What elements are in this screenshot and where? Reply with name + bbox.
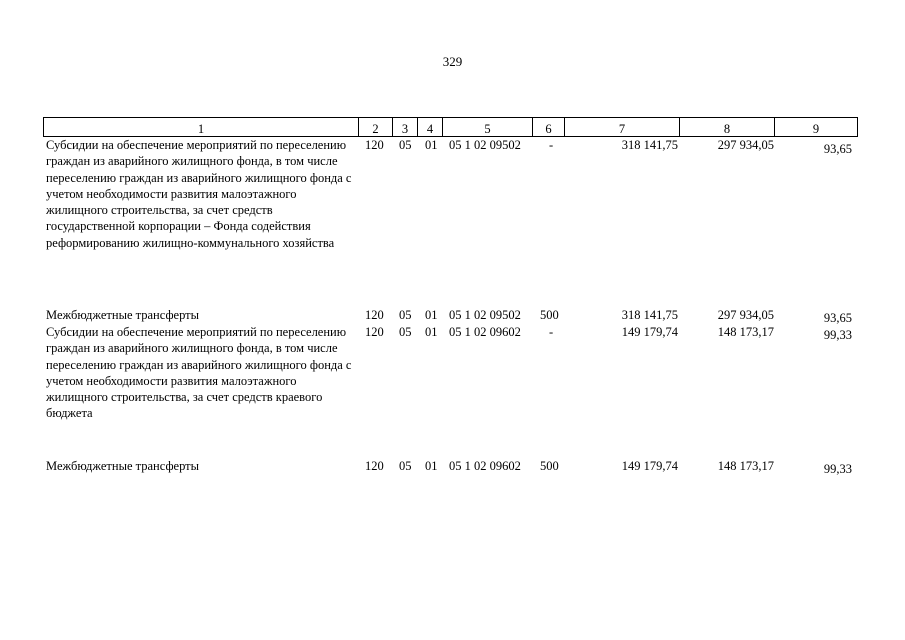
cell-target-item: 05 1 02 09502 bbox=[449, 308, 521, 322]
cell-planned: 318 141,75 bbox=[621, 138, 678, 152]
row-description: Межбюджетные трансферты bbox=[46, 308, 200, 322]
column-header: 2 bbox=[359, 118, 393, 137]
cell-subsection: 01 bbox=[425, 138, 438, 152]
row-description: Субсидии на обеспечение мероприятий по переселению граждан из аварийного жилищного фонда, в том числе переселению граждан из аварийного жилищного фонда с учетом необходимости развития малоэтажного жилищного строительства, за счет средств краевого бюджета bbox=[46, 325, 352, 421]
cell-section: 05 bbox=[399, 325, 412, 339]
column-header-row bbox=[43, 117, 858, 137]
cell-executed: 148 173,17 bbox=[717, 325, 774, 339]
cell-expense-type: 500 bbox=[540, 459, 559, 473]
cell-percent: 99,33 bbox=[823, 328, 852, 342]
cell-target-item: 05 1 02 09502 bbox=[449, 138, 521, 152]
cell-section: 05 bbox=[399, 308, 412, 322]
cell-code: 120 bbox=[365, 325, 384, 339]
cell-subsection: 01 bbox=[425, 459, 438, 473]
cell-code: 120 bbox=[365, 138, 384, 152]
cell-expense-type: - bbox=[549, 138, 554, 152]
cell-subsection: 01 bbox=[425, 308, 438, 322]
cell-planned: 149 179,74 bbox=[621, 325, 678, 339]
column-header: 4 bbox=[418, 118, 443, 137]
cell-planned: 149 179,74 bbox=[621, 459, 678, 473]
cell-planned: 318 141,75 bbox=[621, 308, 678, 322]
cell-section: 05 bbox=[399, 459, 412, 473]
page-number: 329 bbox=[442, 54, 463, 69]
cell-code: 120 bbox=[365, 459, 384, 473]
column-header: 5 bbox=[443, 118, 533, 137]
cell-subsection: 01 bbox=[425, 325, 438, 339]
cell-executed: 297 934,05 bbox=[717, 308, 774, 322]
column-header: 1 bbox=[44, 118, 359, 137]
row-description: Субсидии на обеспечение мероприятий по переселению граждан из аварийного жилищного фонда, в том числе переселению граждан из аварийного жилищного фонда с учетом необходимости развития малоэтажного жилищного строительства, за счет средств государственной корпорации – Фонда содействия реформированию жилищно-коммунального хозяйства bbox=[46, 138, 352, 250]
cell-percent: 99,33 bbox=[823, 462, 852, 476]
cell-section: 05 bbox=[399, 138, 412, 152]
cell-code: 120 bbox=[365, 308, 384, 322]
column-header: 6 bbox=[533, 118, 565, 137]
column-header: 8 bbox=[680, 118, 775, 137]
cell-percent: 93,65 bbox=[823, 142, 852, 156]
cell-executed: 297 934,05 bbox=[717, 138, 774, 152]
cell-target-item: 05 1 02 09602 bbox=[449, 325, 521, 339]
column-header: 7 bbox=[565, 118, 680, 137]
cell-target-item: 05 1 02 09602 bbox=[449, 459, 521, 473]
cell-executed: 148 173,17 bbox=[717, 459, 774, 473]
column-header: 9 bbox=[775, 118, 858, 137]
cell-expense-type: - bbox=[549, 325, 554, 339]
cell-percent: 93,65 bbox=[823, 311, 852, 325]
column-header: 3 bbox=[393, 118, 418, 137]
cell-expense-type: 500 bbox=[540, 308, 559, 322]
row-description: Межбюджетные трансферты bbox=[46, 459, 200, 473]
